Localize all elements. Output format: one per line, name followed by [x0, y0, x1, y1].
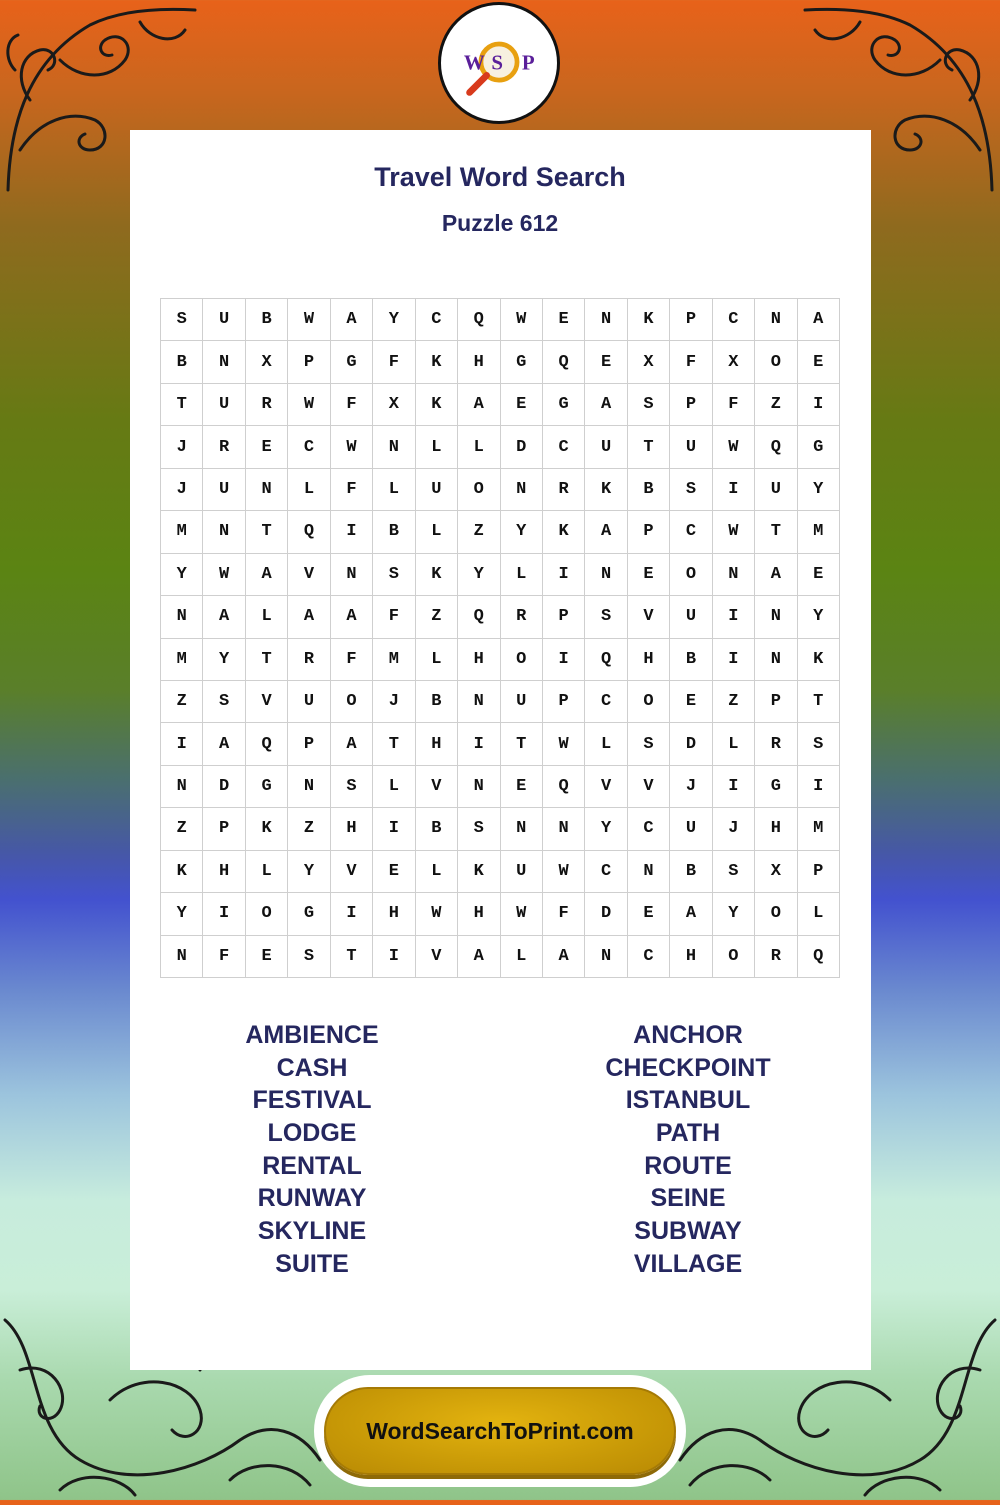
grid-cell: W: [416, 893, 458, 935]
grid-cell: P: [798, 851, 840, 893]
grid-cell: B: [416, 681, 458, 723]
grid-cell: X: [628, 341, 670, 383]
grid-cell: G: [331, 341, 373, 383]
grid-cell: L: [713, 723, 755, 765]
grid-cell: N: [288, 766, 330, 808]
grid-cell: N: [373, 426, 415, 468]
grid-cell: S: [458, 808, 500, 850]
grid-cell: I: [713, 639, 755, 681]
grid-cell: F: [331, 384, 373, 426]
grid-cell: P: [628, 511, 670, 553]
grid-cell: N: [501, 808, 543, 850]
grid-cell: B: [373, 511, 415, 553]
grid-cell: Y: [203, 639, 245, 681]
grid-cell: A: [203, 596, 245, 638]
grid-cell: W: [543, 723, 585, 765]
grid-cell: S: [628, 384, 670, 426]
grid-cell: L: [246, 851, 288, 893]
grid-cell: Z: [458, 511, 500, 553]
grid-cell: V: [288, 554, 330, 596]
grid-cell: F: [373, 596, 415, 638]
grid-cell: H: [458, 893, 500, 935]
word-list-item: ISTANBUL: [625, 1086, 751, 1115]
grid-cell: Q: [288, 511, 330, 553]
grid-cell: P: [288, 723, 330, 765]
grid-cell: T: [798, 681, 840, 723]
grid-cell: K: [458, 851, 500, 893]
grid-cell: U: [585, 426, 627, 468]
grid-cell: M: [798, 511, 840, 553]
grid-cell: J: [713, 808, 755, 850]
grid-cell: P: [543, 681, 585, 723]
grid-cell: I: [543, 639, 585, 681]
grid-cell: N: [755, 639, 797, 681]
grid-cell: R: [755, 723, 797, 765]
grid-cell: U: [670, 808, 712, 850]
grid-cell: H: [331, 808, 373, 850]
grid-cell: O: [713, 936, 755, 978]
grid-cell: D: [585, 893, 627, 935]
grid-cell: I: [203, 893, 245, 935]
grid-cell: S: [585, 596, 627, 638]
grid-cell: K: [416, 554, 458, 596]
grid-cell: M: [161, 511, 203, 553]
grid-cell: N: [203, 511, 245, 553]
grid-cell: I: [713, 766, 755, 808]
grid-cell: C: [713, 299, 755, 341]
grid-cell: L: [458, 426, 500, 468]
grid-cell: V: [416, 766, 458, 808]
grid-cell: U: [203, 469, 245, 511]
grid-cell: E: [585, 341, 627, 383]
grid-cell: E: [798, 554, 840, 596]
grid-cell: P: [670, 384, 712, 426]
grid-cell: Q: [458, 299, 500, 341]
grid-cell: C: [585, 681, 627, 723]
grid-cell: S: [331, 766, 373, 808]
grid-cell: H: [416, 723, 458, 765]
word-list-item: PATH: [655, 1119, 721, 1148]
grid-cell: O: [458, 469, 500, 511]
grid-cell: F: [203, 936, 245, 978]
grid-cell: E: [670, 681, 712, 723]
grid-cell: S: [713, 851, 755, 893]
grid-cell: A: [458, 384, 500, 426]
grid-cell: Y: [585, 808, 627, 850]
grid-cell: N: [585, 554, 627, 596]
grid-cell: U: [203, 384, 245, 426]
grid-cell: U: [501, 681, 543, 723]
grid-cell: Y: [501, 511, 543, 553]
grid-cell: R: [203, 426, 245, 468]
grid-cell: E: [501, 384, 543, 426]
grid-cell: K: [798, 639, 840, 681]
grid-cell: N: [585, 299, 627, 341]
grid-cell: A: [670, 893, 712, 935]
grid-cell: R: [501, 596, 543, 638]
grid-cell: E: [543, 299, 585, 341]
grid-cell: T: [628, 426, 670, 468]
grid-cell: V: [246, 681, 288, 723]
grid-cell: W: [713, 426, 755, 468]
grid-cell: W: [331, 426, 373, 468]
grid-cell: L: [246, 596, 288, 638]
grid-cell: K: [246, 808, 288, 850]
grid-cell: L: [373, 469, 415, 511]
grid-cell: T: [161, 384, 203, 426]
grid-cell: E: [798, 341, 840, 383]
grid-cell: B: [161, 341, 203, 383]
grid-cell: N: [458, 766, 500, 808]
grid-cell: T: [246, 511, 288, 553]
word-list-item: SKYLINE: [257, 1217, 367, 1246]
grid-cell: U: [670, 426, 712, 468]
grid-cell: N: [755, 596, 797, 638]
grid-cell: Z: [161, 681, 203, 723]
grid-cell: N: [161, 766, 203, 808]
grid-cell: W: [501, 893, 543, 935]
grid-cell: G: [798, 426, 840, 468]
grid-cell: G: [755, 766, 797, 808]
grid-cell: Y: [288, 851, 330, 893]
grid-cell: F: [373, 341, 415, 383]
grid-cell: U: [203, 299, 245, 341]
grid-cell: G: [501, 341, 543, 383]
grid-cell: V: [585, 766, 627, 808]
grid-cell: L: [501, 554, 543, 596]
grid-cell: B: [670, 639, 712, 681]
logo-letter-s: S: [491, 50, 504, 75]
grid-cell: Z: [161, 808, 203, 850]
grid-cell: X: [755, 851, 797, 893]
grid-cell: W: [543, 851, 585, 893]
grid-cell: C: [288, 426, 330, 468]
grid-cell: G: [288, 893, 330, 935]
grid-cell: P: [203, 808, 245, 850]
grid-cell: U: [501, 851, 543, 893]
grid-cell: Y: [373, 299, 415, 341]
grid-cell: J: [670, 766, 712, 808]
word-list-right: [538, 1019, 838, 1281]
grid-cell: T: [755, 511, 797, 553]
grid-cell: M: [161, 639, 203, 681]
grid-cell: T: [246, 639, 288, 681]
grid-cell: K: [585, 469, 627, 511]
grid-cell: P: [543, 596, 585, 638]
grid-cell: A: [585, 384, 627, 426]
grid-cell: N: [543, 808, 585, 850]
grid-cell: L: [416, 426, 458, 468]
letter-grid: [160, 298, 840, 978]
grid-cell: H: [203, 851, 245, 893]
grid-cell: T: [373, 723, 415, 765]
grid-cell: E: [373, 851, 415, 893]
grid-cell: T: [501, 723, 543, 765]
grid-cell: S: [161, 299, 203, 341]
grid-cell: E: [628, 893, 670, 935]
grid-cell: A: [798, 299, 840, 341]
word-list-item: SUITE: [275, 1249, 349, 1278]
grid-cell: O: [628, 681, 670, 723]
grid-cell: Z: [288, 808, 330, 850]
grid-cell: L: [288, 469, 330, 511]
grid-cell: S: [373, 554, 415, 596]
grid-cell: Q: [543, 766, 585, 808]
grid-cell: K: [416, 341, 458, 383]
grid-cell: A: [458, 936, 500, 978]
word-list-item: ROUTE: [644, 1151, 732, 1180]
grid-cell: J: [161, 469, 203, 511]
grid-cell: I: [543, 554, 585, 596]
logo-letter-w: W: [463, 50, 485, 75]
grid-cell: H: [458, 341, 500, 383]
grid-cell: K: [628, 299, 670, 341]
logo-letter-p: P: [521, 50, 535, 75]
grid-cell: E: [246, 426, 288, 468]
word-list-item: VILLAGE: [633, 1249, 743, 1278]
grid-cell: O: [331, 681, 373, 723]
grid-cell: B: [628, 469, 670, 511]
grid-cell: L: [798, 893, 840, 935]
grid-cell: U: [288, 681, 330, 723]
grid-cell: W: [288, 299, 330, 341]
word-list-item: ANCHOR: [633, 1021, 743, 1049]
grid-cell: O: [246, 893, 288, 935]
grid-cell: X: [713, 341, 755, 383]
grid-cell: W: [203, 554, 245, 596]
grid-cell: S: [798, 723, 840, 765]
grid-cell: F: [713, 384, 755, 426]
grid-cell: R: [288, 639, 330, 681]
grid-cell: Y: [798, 469, 840, 511]
grid-cell: C: [585, 851, 627, 893]
grid-cell: I: [373, 808, 415, 850]
grid-cell: N: [713, 554, 755, 596]
grid-cell: A: [331, 596, 373, 638]
grid-cell: Y: [161, 893, 203, 935]
grid-cell: V: [628, 596, 670, 638]
grid-cell: Q: [246, 723, 288, 765]
page-title: Travel Word Search: [374, 162, 626, 192]
grid-cell: A: [331, 723, 373, 765]
word-list-item: RUNWAY: [257, 1184, 367, 1213]
grid-cell: X: [373, 384, 415, 426]
grid-cell: N: [203, 341, 245, 383]
grid-cell: U: [416, 469, 458, 511]
grid-cell: V: [331, 851, 373, 893]
grid-cell: V: [628, 766, 670, 808]
grid-cell: V: [416, 936, 458, 978]
grid-cell: Y: [161, 554, 203, 596]
grid-cell: C: [628, 808, 670, 850]
grid-cell: F: [670, 341, 712, 383]
grid-cell: N: [161, 936, 203, 978]
grid-cell: L: [416, 511, 458, 553]
grid-cell: Q: [543, 341, 585, 383]
word-list-item: SEINE: [650, 1184, 726, 1213]
grid-cell: D: [501, 426, 543, 468]
grid-cell: Q: [458, 596, 500, 638]
grid-cell: L: [585, 723, 627, 765]
word-list-item: CASH: [276, 1053, 348, 1082]
grid-cell: W: [713, 511, 755, 553]
grid-cell: I: [161, 723, 203, 765]
grid-cell: B: [416, 808, 458, 850]
grid-cell: R: [246, 384, 288, 426]
grid-cell: Y: [458, 554, 500, 596]
grid-cell: C: [416, 299, 458, 341]
wsp-logo: [438, 2, 560, 124]
grid-cell: I: [798, 766, 840, 808]
grid-cell: G: [246, 766, 288, 808]
grid-cell: N: [585, 936, 627, 978]
puzzle-number: Puzzle 612: [441, 210, 559, 236]
grid-cell: H: [373, 893, 415, 935]
grid-cell: A: [755, 554, 797, 596]
grid-cell: Q: [755, 426, 797, 468]
grid-cell: Z: [416, 596, 458, 638]
grid-cell: A: [331, 299, 373, 341]
grid-cell: A: [246, 554, 288, 596]
grid-cell: I: [331, 893, 373, 935]
grid-cell: U: [670, 596, 712, 638]
grid-cell: Z: [755, 384, 797, 426]
grid-cell: A: [585, 511, 627, 553]
grid-cell: A: [543, 936, 585, 978]
grid-cell: C: [543, 426, 585, 468]
grid-cell: F: [331, 469, 373, 511]
grid-cell: A: [203, 723, 245, 765]
grid-cell: E: [628, 554, 670, 596]
grid-cell: W: [288, 384, 330, 426]
grid-cell: N: [246, 469, 288, 511]
grid-cell: R: [543, 469, 585, 511]
grid-cell: H: [628, 639, 670, 681]
grid-cell: R: [755, 936, 797, 978]
grid-cell: E: [501, 766, 543, 808]
grid-cell: T: [331, 936, 373, 978]
word-list-item: SUBWAY: [634, 1217, 742, 1246]
word-list-item: FESTIVAL: [252, 1086, 372, 1115]
grid-cell: B: [246, 299, 288, 341]
grid-cell: F: [331, 639, 373, 681]
grid-cell: G: [543, 384, 585, 426]
grid-cell: D: [203, 766, 245, 808]
grid-cell: F: [543, 893, 585, 935]
grid-cell: K: [543, 511, 585, 553]
grid-cell: K: [161, 851, 203, 893]
grid-cell: S: [288, 936, 330, 978]
grid-cell: M: [373, 639, 415, 681]
grid-cell: H: [670, 936, 712, 978]
grid-cell: Z: [713, 681, 755, 723]
word-list-item: RENTAL: [262, 1151, 362, 1180]
grid-cell: S: [670, 469, 712, 511]
grid-cell: N: [755, 299, 797, 341]
word-list-left: [162, 1019, 462, 1281]
grid-cell: L: [373, 766, 415, 808]
word-list-item: AMBIENCE: [245, 1021, 379, 1049]
grid-cell: I: [713, 596, 755, 638]
grid-cell: M: [798, 808, 840, 850]
grid-cell: O: [755, 893, 797, 935]
grid-cell: X: [246, 341, 288, 383]
grid-cell: H: [755, 808, 797, 850]
grid-cell: N: [161, 596, 203, 638]
grid-cell: D: [670, 723, 712, 765]
grid-cell: O: [501, 639, 543, 681]
grid-cell: S: [203, 681, 245, 723]
grid-cell: I: [713, 469, 755, 511]
grid-cell: H: [458, 639, 500, 681]
word-list-item: LODGE: [267, 1119, 357, 1148]
grid-cell: S: [628, 723, 670, 765]
grid-cell: N: [628, 851, 670, 893]
grid-cell: Y: [798, 596, 840, 638]
grid-cell: U: [755, 469, 797, 511]
grid-cell: J: [161, 426, 203, 468]
grid-cell: N: [501, 469, 543, 511]
website-link-button[interactable]: WordSearchToPrint.com: [324, 1387, 676, 1475]
grid-cell: K: [416, 384, 458, 426]
grid-cell: J: [373, 681, 415, 723]
grid-cell: P: [755, 681, 797, 723]
grid-cell: C: [670, 511, 712, 553]
grid-cell: P: [670, 299, 712, 341]
grid-cell: I: [373, 936, 415, 978]
grid-cell: W: [501, 299, 543, 341]
grid-cell: B: [670, 851, 712, 893]
grid-cell: E: [246, 936, 288, 978]
grid-cell: N: [331, 554, 373, 596]
grid-cell: P: [288, 341, 330, 383]
grid-cell: L: [416, 851, 458, 893]
word-list-item: CHECKPOINT: [605, 1053, 771, 1082]
grid-cell: Y: [713, 893, 755, 935]
grid-cell: L: [416, 639, 458, 681]
grid-cell: O: [670, 554, 712, 596]
grid-cell: I: [798, 384, 840, 426]
grid-cell: L: [501, 936, 543, 978]
grid-cell: I: [331, 511, 373, 553]
grid-cell: A: [288, 596, 330, 638]
grid-cell: Q: [798, 936, 840, 978]
grid-cell: C: [628, 936, 670, 978]
grid-cell: I: [458, 723, 500, 765]
grid-cell: Q: [585, 639, 627, 681]
grid-cell: N: [458, 681, 500, 723]
grid-cell: O: [755, 341, 797, 383]
